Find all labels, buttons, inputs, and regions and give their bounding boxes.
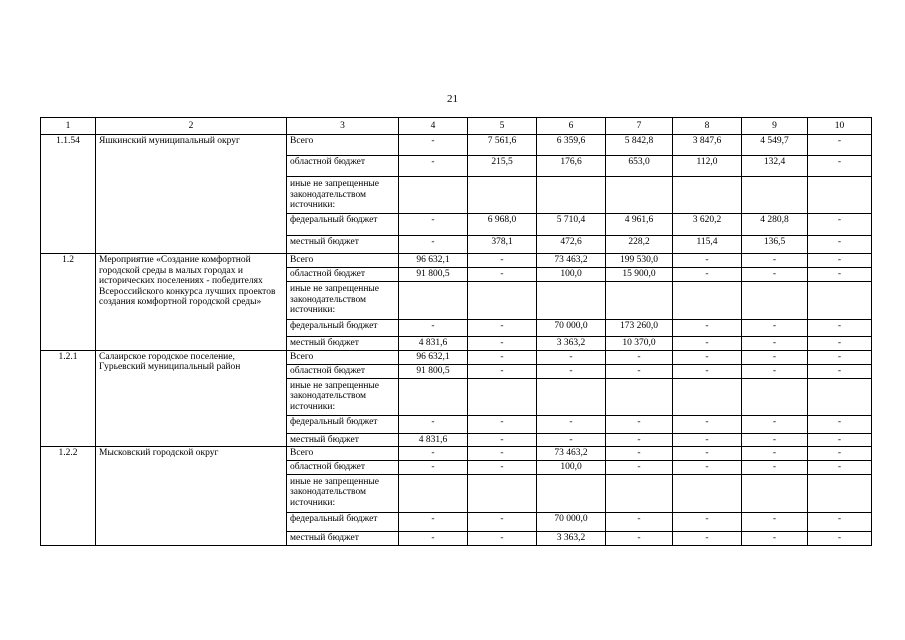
header-row [41,118,872,135]
value-cell: 199 530,0 [606,254,673,268]
value-cell: 112,0 [673,156,742,177]
value-cell: 228,2 [606,236,673,254]
value-cell [399,177,468,214]
total-row [41,447,872,461]
value-cell [399,282,468,320]
value-cell: - [742,447,808,461]
value-cell: 4 831,6 [399,337,468,351]
funding-source-label: местный бюджет [287,337,399,351]
total-row [41,135,872,156]
value-cell: 3 847,6 [673,135,742,156]
value-cell: 4 961,6 [606,214,673,236]
value-cell: - [742,350,808,364]
value-cell: 70 000,0 [537,512,606,531]
value-cell: - [742,415,808,433]
value-cell [537,177,606,214]
header-cell: 3 [287,118,399,135]
value-cell: 73 463,2 [537,447,606,461]
value-cell: - [468,415,537,433]
value-cell: - [468,512,537,531]
funding-source-label: федеральный бюджет [287,214,399,236]
value-cell: - [742,461,808,475]
value-cell: - [537,433,606,447]
value-cell: - [468,350,537,364]
value-cell: - [606,433,673,447]
funding-source-label: федеральный бюджет [287,512,399,531]
value-cell: - [742,254,808,268]
funding-source-label: местный бюджет [287,433,399,447]
value-cell: - [537,364,606,378]
funding-source-label: Всего [287,350,399,364]
value-cell [808,282,872,320]
value-cell: - [673,447,742,461]
value-cell: 91 800,5 [399,268,468,282]
header-cell: 9 [742,118,808,135]
value-cell [742,282,808,320]
value-cell: - [468,433,537,447]
value-cell: 100,0 [537,268,606,282]
value-cell: 3 363,2 [537,337,606,351]
value-cell: - [808,320,872,337]
value-cell: - [399,135,468,156]
value-cell: - [742,320,808,337]
value-cell: - [673,415,742,433]
item-name: Мероприятие «Создание комфортной городской среды в малых городах и исторических поселениях - победителях Всероссийского конкурса лучших проектов создания комфортной городской среды» [96,254,287,351]
item-code: 1.1.54 [41,135,96,254]
value-cell: - [606,461,673,475]
item-name: Мысковский городской округ [96,447,287,546]
value-cell: 4 280,8 [742,214,808,236]
value-cell: - [742,268,808,282]
value-cell: - [808,350,872,364]
value-cell: - [606,531,673,545]
funding-source-label: Всего [287,135,399,156]
value-cell: - [673,461,742,475]
item-name: Салаирское городское поселение, Гурьевский муниципальный район [96,350,287,447]
value-cell: - [468,337,537,351]
value-cell: - [673,364,742,378]
funding-source-label: местный бюджет [287,236,399,254]
value-cell: 70 000,0 [537,320,606,337]
value-cell: 91 800,5 [399,364,468,378]
header-cell: 2 [96,118,287,135]
value-cell: 5 710,4 [537,214,606,236]
value-cell: 173 260,0 [606,320,673,337]
value-cell [537,474,606,512]
funding-source-label: областной бюджет [287,364,399,378]
total-row [41,254,872,268]
header-cell: 4 [399,118,468,135]
value-cell: - [606,447,673,461]
value-cell: 653,0 [606,156,673,177]
value-cell: 136,5 [742,236,808,254]
value-cell: - [399,214,468,236]
funding-source-label: областной бюджет [287,268,399,282]
value-cell: - [606,364,673,378]
header-cell: 5 [468,118,537,135]
value-cell: - [399,447,468,461]
value-cell [673,282,742,320]
value-cell: - [673,531,742,545]
value-cell: 10 370,0 [606,337,673,351]
value-cell: 115,4 [673,236,742,254]
value-cell [537,282,606,320]
value-cell: - [808,461,872,475]
funding-source-label: местный бюджет [287,531,399,545]
funding-source-label: федеральный бюджет [287,415,399,433]
value-cell: - [606,415,673,433]
value-cell: 6 359,6 [537,135,606,156]
value-cell [606,282,673,320]
value-cell: - [808,433,872,447]
value-cell: - [808,214,872,236]
value-cell: - [808,236,872,254]
value-cell: - [673,254,742,268]
value-cell: 5 842,8 [606,135,673,156]
value-cell: - [673,433,742,447]
funding-source-label: иные не запрещенные законодательством источники: [287,474,399,512]
value-cell: 378,1 [468,236,537,254]
funding-source-label: иные не запрещенные законодательством источники: [287,282,399,320]
funding-source-label: федеральный бюджет [287,320,399,337]
value-cell [606,474,673,512]
value-cell: - [606,512,673,531]
value-cell: - [468,364,537,378]
value-cell [399,378,468,415]
value-cell: - [673,512,742,531]
value-cell: - [808,135,872,156]
value-cell: - [673,350,742,364]
value-cell: - [808,337,872,351]
value-cell: - [673,320,742,337]
header-cell: 10 [808,118,872,135]
value-cell: - [808,268,872,282]
value-cell [673,378,742,415]
value-cell [468,378,537,415]
value-cell [673,474,742,512]
value-cell: - [742,433,808,447]
header-cell: 1 [41,118,96,135]
value-cell: - [399,320,468,337]
value-cell [808,177,872,214]
funding-source-label: областной бюджет [287,156,399,177]
funding-source-label: Всего [287,254,399,268]
item-code: 1.2 [41,254,96,351]
table-body [41,118,872,546]
value-cell: - [468,531,537,545]
value-cell: 96 632,1 [399,350,468,364]
value-cell [606,378,673,415]
value-cell: 15 900,0 [606,268,673,282]
page-number: 21 [447,93,458,105]
item-code: 1.2.2 [41,447,96,546]
funding-source-label: Всего [287,447,399,461]
header-cell: 7 [606,118,673,135]
value-cell: 100,0 [537,461,606,475]
value-cell: - [399,461,468,475]
value-cell [399,474,468,512]
budget-table [40,117,872,546]
value-cell [468,282,537,320]
value-cell: - [808,512,872,531]
value-cell: 3 363,2 [537,531,606,545]
value-cell [742,474,808,512]
value-cell: - [399,415,468,433]
value-cell [468,474,537,512]
value-cell: - [468,268,537,282]
value-cell: - [742,531,808,545]
value-cell [808,474,872,512]
value-cell: - [808,447,872,461]
value-cell: 4 549,7 [742,135,808,156]
value-cell: - [468,320,537,337]
value-cell: - [399,156,468,177]
value-cell: - [808,531,872,545]
value-cell: - [742,337,808,351]
item-name: Яшкинский муниципальный округ [96,135,287,254]
value-cell [742,378,808,415]
value-cell: - [742,364,808,378]
value-cell: 3 620,2 [673,214,742,236]
value-cell: - [537,350,606,364]
value-cell [808,378,872,415]
value-cell: - [399,512,468,531]
value-cell: 215,5 [468,156,537,177]
value-cell: - [468,254,537,268]
value-cell [468,177,537,214]
funding-source-label: областной бюджет [287,461,399,475]
value-cell: - [673,337,742,351]
value-cell: - [606,350,673,364]
total-row [41,350,872,364]
value-cell: - [468,461,537,475]
value-cell: - [808,254,872,268]
funding-source-label: иные не запрещенные законодательством источники: [287,177,399,214]
value-cell: - [808,156,872,177]
value-cell [742,177,808,214]
item-code: 1.2.1 [41,350,96,447]
value-cell: - [673,268,742,282]
header-cell: 6 [537,118,606,135]
header-cell: 8 [673,118,742,135]
value-cell: - [399,236,468,254]
value-cell: 96 632,1 [399,254,468,268]
value-cell: 6 968,0 [468,214,537,236]
value-cell: - [808,415,872,433]
value-cell: 73 463,2 [537,254,606,268]
value-cell: 132,4 [742,156,808,177]
value-cell: 4 831,6 [399,433,468,447]
value-cell [537,378,606,415]
value-cell: 176,6 [537,156,606,177]
value-cell: - [808,364,872,378]
value-cell: 7 561,6 [468,135,537,156]
value-cell: 472,6 [537,236,606,254]
value-cell: - [468,447,537,461]
value-cell: - [537,415,606,433]
value-cell [673,177,742,214]
value-cell [606,177,673,214]
funding-source-label: иные не запрещенные законодательством источники: [287,378,399,415]
value-cell: - [742,512,808,531]
value-cell: - [399,531,468,545]
